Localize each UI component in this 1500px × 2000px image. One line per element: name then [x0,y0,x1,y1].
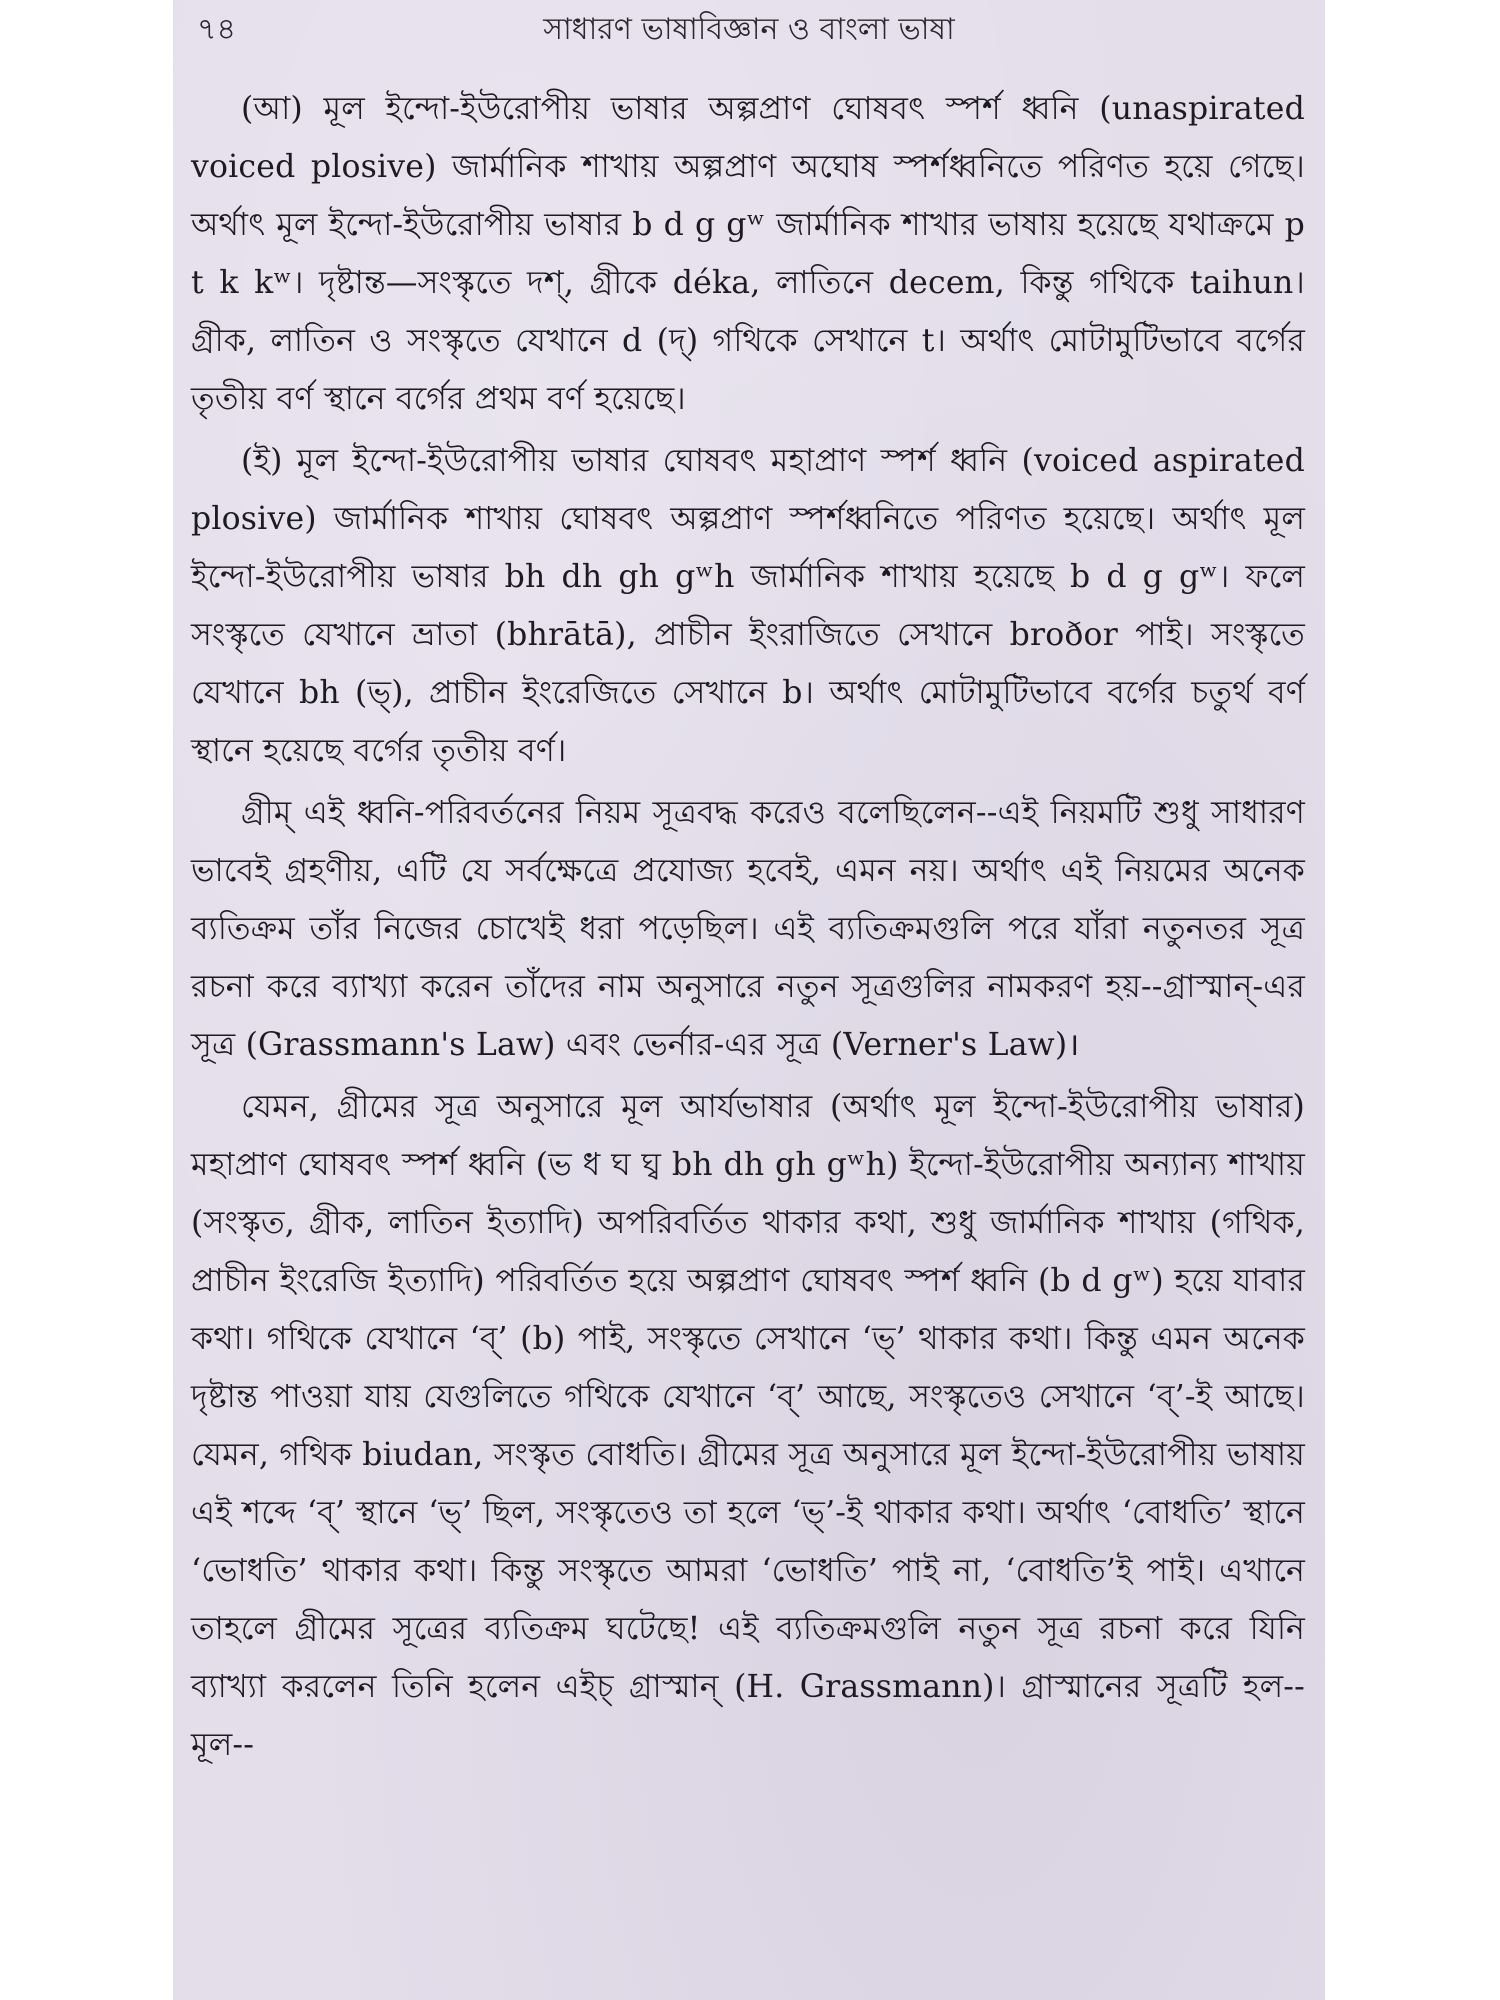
book-page [173,0,1325,2000]
paragraph-a: (আ) মূল ইন্দো-ইউরোপীয় ভাষার অল্পপ্রাণ ঘোষবৎ স্পর্শ ধ্বনি (unaspirated voiced plosive) জার্মানিক শাখায় অল্পপ্রাণ অঘোষ স্পর্শধ্বনিতে পরিণত হয়ে গেছে। অর্থাৎ মূল ইন্দো-ইউরোপীয় ভাষার b d g gʷ জার্মানিক শাখার ভাষায় হয়েছে যথাক্রমে p t k kʷ। দৃষ্টান্ত—সংস্কৃতে দশ্, গ্রীকে déka, লাতিনে decem, কিন্তু গথিকে taihun। গ্রীক, লাতিন ও সংস্কৃতে যেখানে d (দ্) গথিকে সেখানে t। অর্থাৎ মোটামুটিভাবে বর্গের তৃতীয় বর্ণ স্থানে বর্গের প্রথম বর্ণ হয়েছে। [191,91,1305,417]
page-number: ৭৪ [197,12,236,47]
paragraph-grassmann-example: যেমন, গ্রীমের সূত্র অনুসারে মূল আর্যভাষার (অর্থাৎ মূল ইন্দো-ইউরোপীয় ভাষার) মহাপ্রাণ ঘোষবৎ স্পর্শ ধ্বনি (ভ ধ ঘ ঘ্ব bh dh gh gʷh) ইন্দো-ইউরোপীয় অন্যান্য শাখায় (সংস্কৃত, গ্রীক, লাতিন ইত্যাদি) অপরিবর্তিত থাকার কথা, শুধু জার্মানিক শাখায় (গথিক, প্রাচীন ইংরেজি ইত্যাদি) পরিবর্তিত হয়ে অল্পপ্রাণ ঘোষবৎ স্পর্শ ধ্বনি (b d gʷ) হয়ে যাবার কথা। গথিকে যেখানে ‘ব্’ (b) পাই, সংস্কৃতে সেখানে ‘ভ্’ থাকার কথা। কিন্তু এমন অনেক দৃষ্টান্ত পাওয়া যায় যেগুলিতে গথিকে যেখানে ‘ব্’ আছে, সংস্কৃতেও সেখানে ‘ব্’-ই আছে। যেমন, গথিক biudan, সংস্কৃত বোধতি। গ্রীমের সূত্র অনুসারে মূল ইন্দো-ইউরোপীয় ভাষায় এই শব্দে ‘ব্’ স্থানে ‘ভ্’ ছিল, সংস্কৃতেও তা হলে ‘ভ্’-ই থাকার কথা। অর্থাৎ ‘বোধতি’ স্থানে ‘ভোধতি’ থাকার কথা। কিন্তু সংস্কৃতে আমরা ‘ভোধতি’ পাই না, ‘বোধতি’ই পাই। এখানে তাহলে গ্রীমের সূত্রের ব্যতিক্রম ঘটেছে! এই ব্যতিক্রমগুলি নতুন সূত্র রচনা করে যিনি ব্যাখ্যা করলেন তিনি হলেন এইচ্ গ্রাস্মান্ (H. Grassmann)। গ্রাস্মানের সূত্রটি হল--মূল-- [191,1089,1305,1763]
page-header [197,8,1301,52]
paragraph-i: (ই) মূল ইন্দো-ইউরোপীয় ভাষার ঘোষবৎ মহাপ্রাণ স্পর্শ ধ্বনি (voiced aspirated plosive) জার্মানিক শাখায় ঘোষবৎ অল্পপ্রাণ স্পর্শধ্বনিতে পরিণত হয়েছে। অর্থাৎ মূল ইন্দো-ইউরোপীয় ভাষার bh dh gh gʷh জার্মানিক শাখায় হয়েছে b d g gʷ। ফলে সংস্কৃতে যেখানে ভ্রাতা (bhrātā), প্রাচীন ইংরাজিতে সেখানে broðor পাই। সংস্কৃতে যেখানে bh (ভ্), প্রাচীন ইংরেজিতে সেখানে b। অর্থাৎ মোটামুটিভাবে বর্গের চতুর্থ বর্ণ স্থানে হয়েছে বর্গের তৃতীয় বর্ণ। [191,443,1305,769]
paragraph-grimm-exceptions: গ্রীম্ এই ধ্বনি-পরিবর্তনের নিয়ম সূত্রবদ্ধ করেও বলেছিলেন--এই নিয়মটি শুধু সাধারণ ভাবেই গ্রহণীয়, এটি যে সর্বক্ষেত্রে প্রযোজ্য হবেই, এমন নয়। অর্থাৎ এই নিয়মের অনেক ব্যতিক্রম তাঁর নিজের চোখেই ধরা পড়েছিল। এই ব্যতিক্রমগুলি পরে যাঁরা নতুনতর সূত্র রচনা করে ব্যাখ্যা করেন তাঁদের নাম অনুসারে নতুন সূত্রগুলির নামকরণ হয়--গ্রাস্মান্-এর সূত্র (Grassmann's Law) এবং ভের্নার-এর সূত্র (Verner's Law)। [191,795,1305,1063]
body-text [191,80,1305,1774]
running-title: সাধারণ ভাষাবিজ্ঞান ও বাংলা ভাষা [543,12,955,47]
